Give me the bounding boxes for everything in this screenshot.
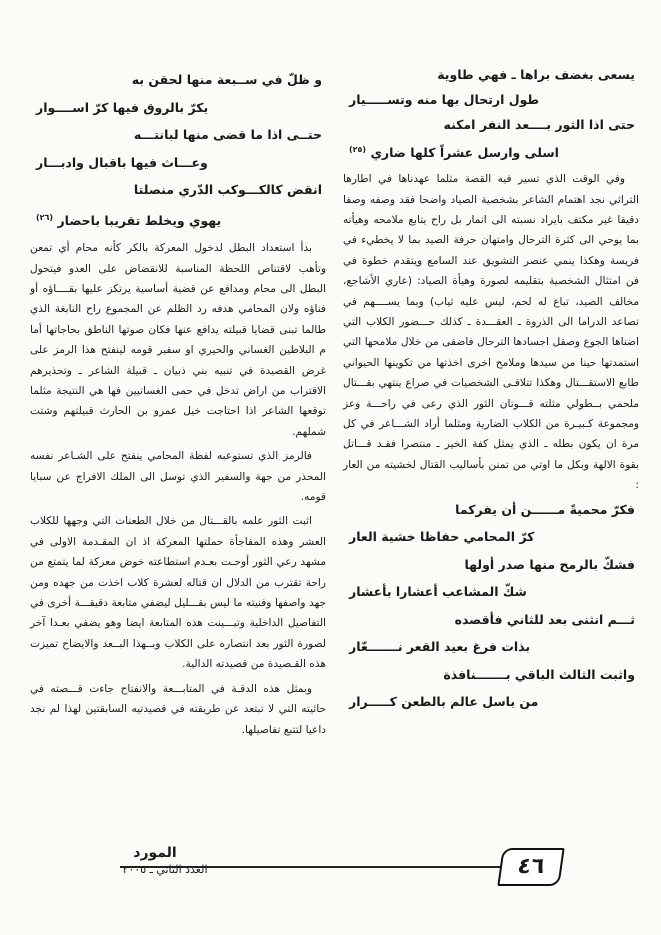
footnote-ref: (٢٥) bbox=[349, 145, 367, 154]
verse-line: شكّ المشاعب أعشارا بأعشار bbox=[349, 584, 527, 600]
body-paragraph: بدأ استعداد البطل لدخول المعركة بالكر كأنه محام أي تمعن وتأهب لاقتناص اللحظة المناسبة للانقضاض على العدو فيتحول البطل الى محام ومدافع عن قضية أساسية يرتكز عليها بقــــاؤه أو فناؤه ولان المحامي هدفه رد الظلم عن المجموع راح النابغة الذي طالما تبنى قضايا قبيلته يدافع عنها فكان صوتها الناطق بحاجاتها أما م البلاطين الغساني والحيري او سفير قومه لينفتح هذا الرمز على غرض القصيدة في تنبيه بني ذبيان ـ قبيلة الشاعر ـ وتحذيرهم الاقتراب من اراض تدخل في حمى الغسانيين فها هي النتيجة مثلما توقعها الشاعر اذا احتاجت خيل عمرو بن الحارث قبيلتهم وشتت شملهم. bbox=[30, 242, 326, 438]
verse-line: كرّ المحامي حفاظا خشية العار bbox=[349, 529, 535, 545]
verse-line: طول ارتحال بها منه وتســـــيار bbox=[349, 92, 540, 107]
body-paragraph: فالرمز الذي تستوعبه لفظة المحامي ينفتح على الشـاعر نفسه المحذر من جهة والسفير الذي توسل الى الملك الافراج عن سبايا قومه. bbox=[30, 450, 326, 504]
journal-name: المورد bbox=[133, 845, 177, 861]
body-paragraph: وفي الوقت الذي تسير فيه القصة مثلما عهدناها في اطارها التراثي نجد اهتمام الشاعر بشخصية الصياد واضحا فقد وصفه وصفا دقيقا غير مكتف بايراد نسبته الى انمار بل راح يتابع ملامحه وهيأته بما يوحي الى كثرة الترحال وامتهان حرفة الصيد بما لا يخطيء في فريسة وهكذا ينمي عنصر التشويق عند السامع ويتقدم خطوة في فن امتثال الشخصية بتقليمه لصورة وهيأة الصياد: (عاري الأشاجع، مخالف الصيد، تباع له لحم، ليس عليه ثياب) وبما يســــهم في تصاعد الدراما الى الذروة ـ العقـــدة ـ كذلك حـــضور الكلاب التي اضناها الجوع وصقل اجسادها الترحال فاضفى من خلال ملامحها التي استمدتها حينا من سيدها وملامح اخرى اخذتها من تكوينها الحيواني طابع الاستقـــتال وهكذا تتلاقـى الشخصيات في صراع ينتهي بقـــتال ملحمي بــطولي مثلته قـــوتان الثور الذي رعى في راحـــة وعز ومجموعة كـبيـرة من الكلاب الضارية ومثلما أراد الشـــاعر في كل مرة ان يكون بطله ـ الذي يمثل كفة الخير ـ منتصرا فقـد قـــاتل بقوة الالهة وبكل ما اوتي من تمنن بأساليب القتال لخشيته من العار : bbox=[343, 173, 639, 492]
page-number: ٤٦ bbox=[497, 848, 564, 886]
footnote-ref: (٢٦) bbox=[36, 212, 54, 222]
verse-line: انقض كالكـــوكب الدّري منصلتا bbox=[133, 182, 322, 197]
verse-text: يهوي ويخلط تقريبا باحضار bbox=[57, 212, 222, 228]
left-column bbox=[30, 66, 326, 740]
verse-line: ثـــم انثنى بعد للثاني فأقصده bbox=[454, 611, 635, 627]
page-footer bbox=[0, 840, 661, 935]
verse-text: اسلى وارسل عشراً كلها ضاري bbox=[370, 145, 559, 161]
verse-line: يسعى بغضف براها ـ فهي طاوية bbox=[437, 67, 635, 82]
body-paragraph: اثبت الثور علمه بالقـــتال من خلال الطعنات التي وجهها للكلاب العشر وهذه المفاجأة حملتها المعركة اذ ان المقـدمة الاولى في مشهد رعي الثور أوحـت بعـدم استطاعته خوض معركة لما يتمتع من راحة تقترب من الدلال ان قتاله لعشرة كلاب اخذت من جهده ومن جهد واصفها وفنيته ما ليس بقـــليل ليضفي متابعة دقيقـــة أخرى في التفاصيل الداخلية وتبـــينت هذه المتابعة ايضا وهو يضفي بعـدا آخر لصورة الثور بعد انتصاره على الكلاب وبــهذا البــعد والايضاح تميزت هذه القـصيدة من قصيدته الدالية. bbox=[30, 515, 326, 671]
verse-line: حتــى اذا ما قضى منها لبانتـــه bbox=[133, 127, 322, 142]
verse-line: يكرّ بالروق فيها كرّ اســــوار bbox=[36, 99, 209, 115]
issue-label: العدد الثاني ـ ٢٠٠٥ bbox=[122, 863, 208, 876]
verse-line bbox=[30, 204, 326, 235]
verse-line: حتى اذا الثور بــــعد النفر امكنه bbox=[443, 117, 635, 132]
verse-block-battle bbox=[343, 496, 639, 716]
verse-line: فكرّ محميةً مــــــن أن يفركما bbox=[455, 501, 635, 517]
verse-block-left bbox=[30, 66, 326, 234]
verse-line: واثبت الثالث الباقي بـــــــنافذة bbox=[443, 666, 635, 682]
verse-line: من باسل عالم بالطعن كـــــرار bbox=[349, 694, 539, 710]
right-column bbox=[343, 62, 639, 716]
verse-block-top bbox=[343, 62, 639, 165]
verse-line: و ظلّ في ســبعة منها لحقن به bbox=[131, 72, 322, 87]
verse-line bbox=[343, 137, 639, 165]
body-paragraph: وبمثل هذه الدقـة في المتابـــعة والانفتاح جاءت قـــصته في حائيته التي لا تبتعد عن طريقته في قصيدتيه السابقتين لهذا لم نجد داعيا لتتبع تفاصيلها. bbox=[30, 682, 326, 736]
verse-line: بذات فرغ بعيد القعر نـــــــعّار bbox=[349, 639, 531, 655]
verse-line: وعـــاث فيها باقبال وادبـــار bbox=[36, 154, 208, 170]
verse-line: فشكّ بالرمح منها صدر أولها bbox=[464, 556, 635, 572]
